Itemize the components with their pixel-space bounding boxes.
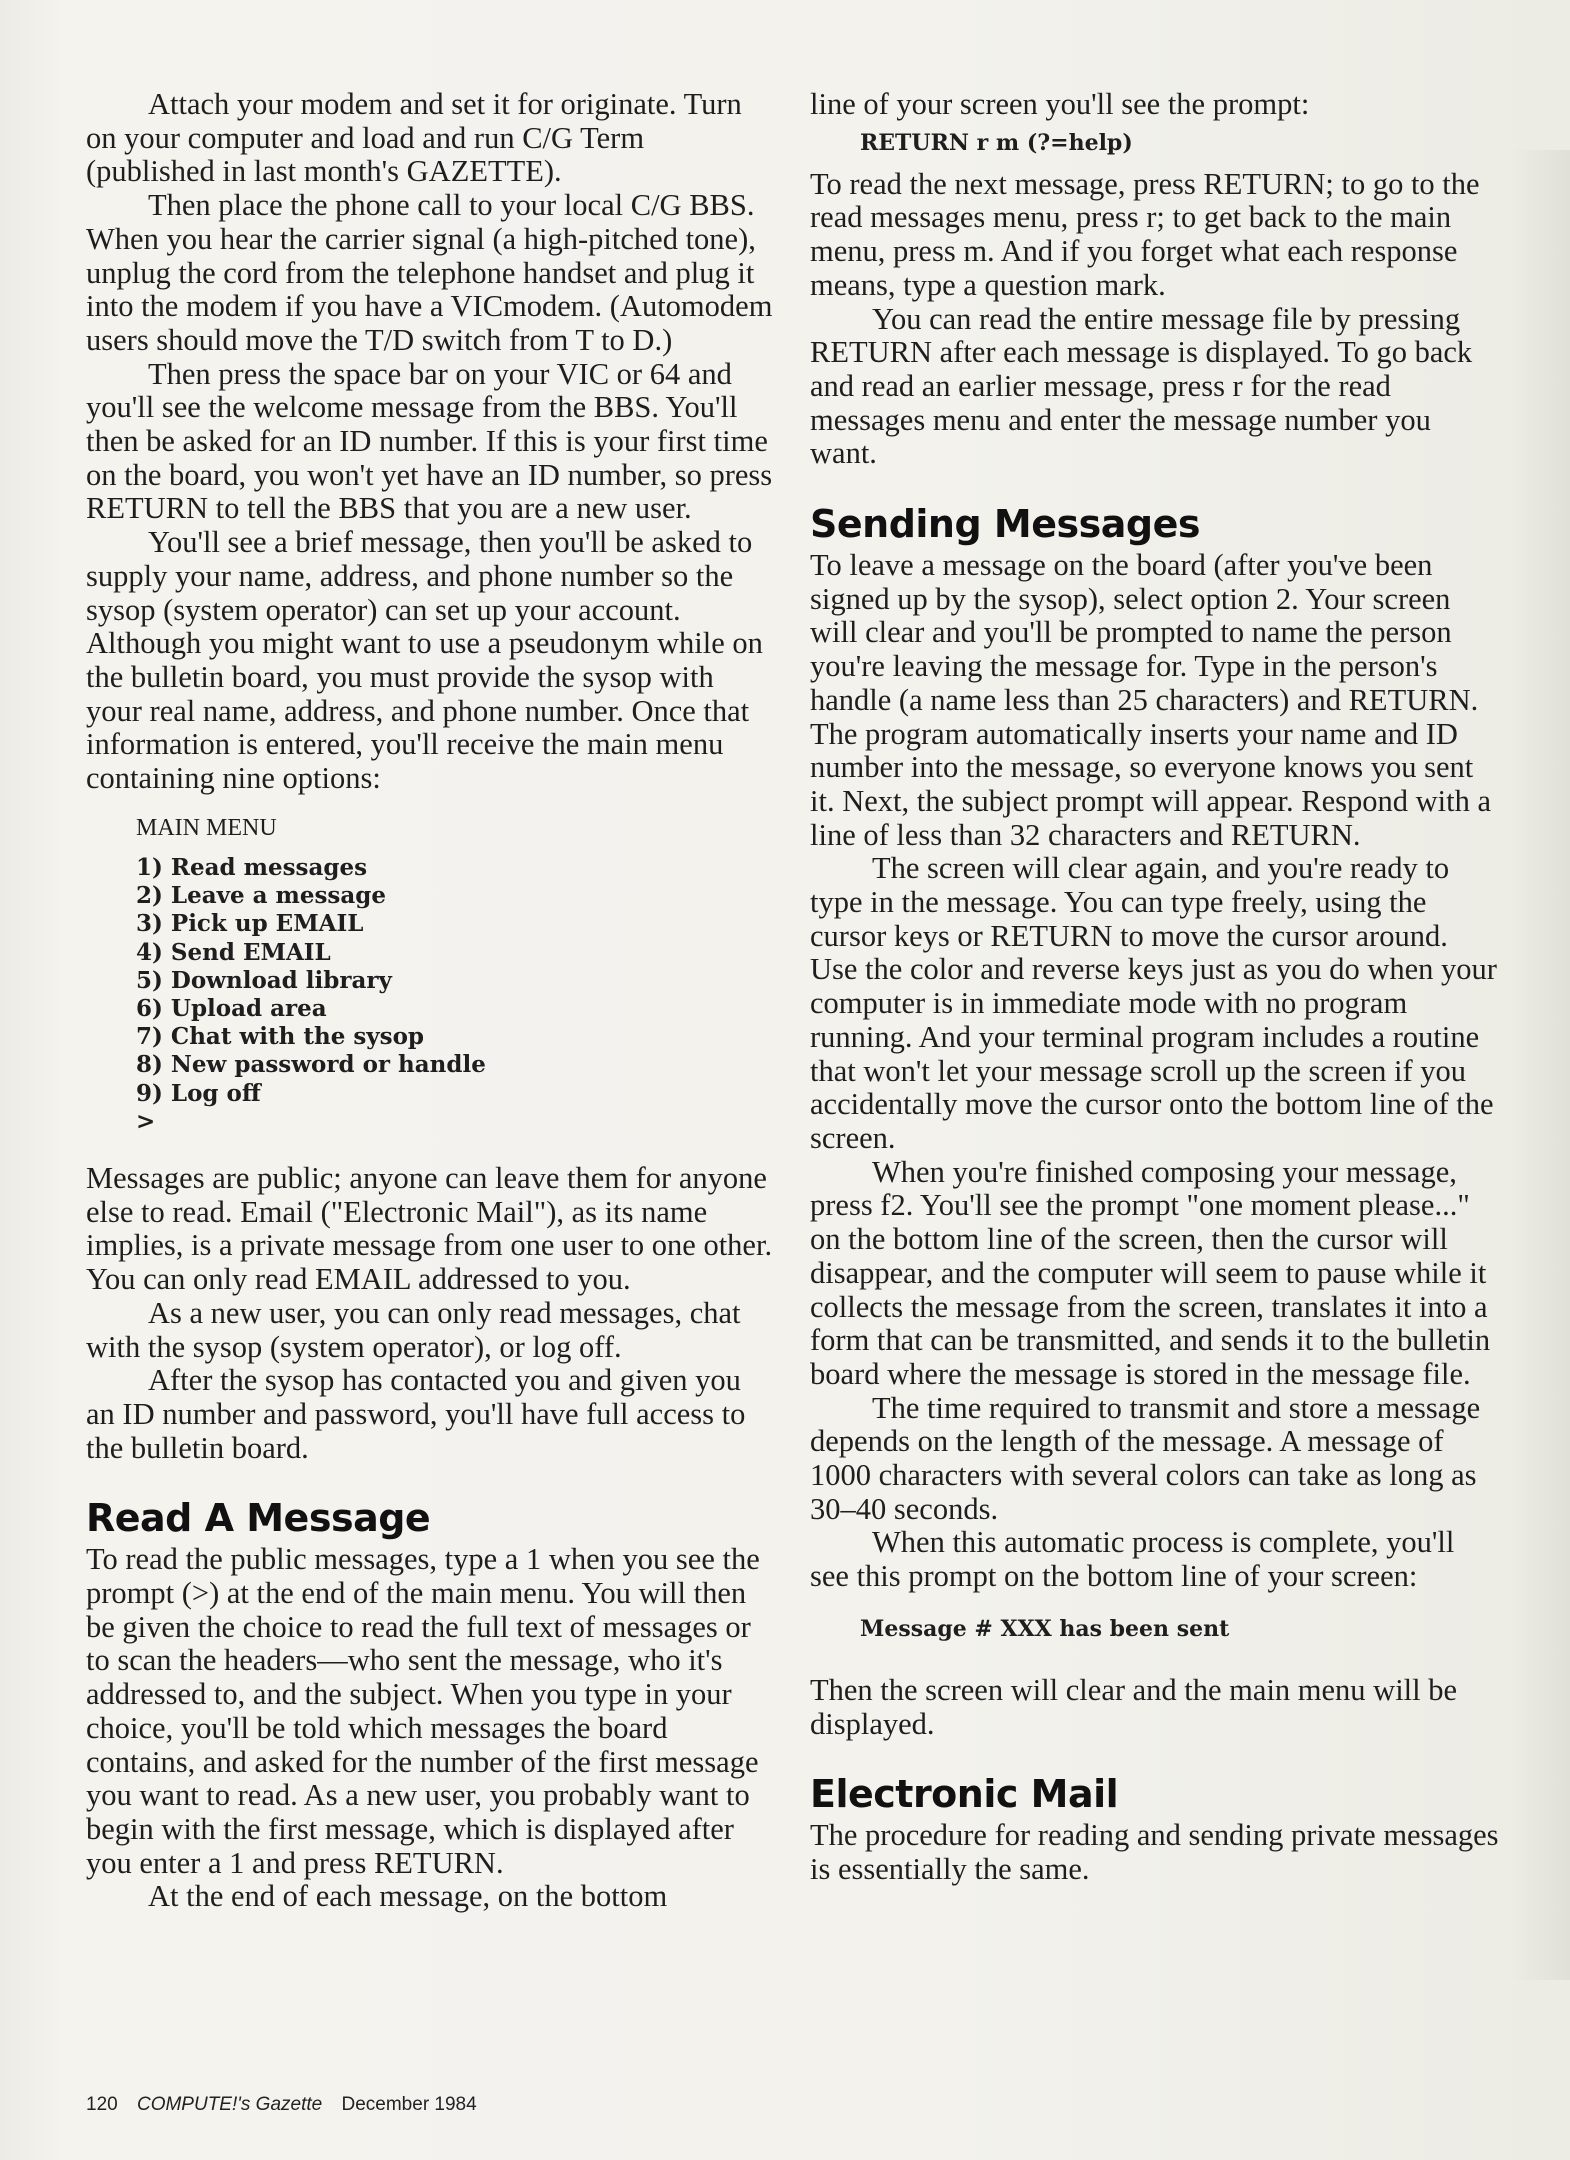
paragraph: Then place the phone call to your local C/G BBS. When you hear the carrier signal (a high-pitched tone), unplug the cord from the telephone handset and plug it into the modem if you have a VICmodem. (Automodem users should move the T/D switch from T to D.): [86, 188, 773, 357]
paragraph: You'll see a brief message, then you'll be asked to supply your name, address, and phone number so the sysop (system operator) can set up your account. Although you might want to use a pseudonym while on the bulletin board, you must provide the sysop with your real name, address, and phone number. Once that information is entered, you'll receive the main menu containing nine options:: [86, 525, 763, 796]
paragraph: Then the screen will clear and the main menu will be displayed.: [810, 1672, 1458, 1741]
paragraph: line of your screen you'll see the prompt:: [810, 87, 1310, 121]
page-number: 120: [86, 2094, 118, 2115]
paragraph: Attach your modem and set it for originate. Turn on your computer and load and run C/G Term (published in last month's GAZETTE).: [86, 87, 742, 189]
paragraph: You can read the entire message file by pressing RETURN after each message is displayed. To go back and read an earlier message, press r for the read messages menu and enter the message number you want.: [810, 301, 1473, 471]
paragraph: To read the public messages, type a 1 when you see the prompt (>) at the end of the main menu. You will then be given the choice to read the full text of messages or to scan the headers—who sent the message, who it's addressed to, and the subject. When you type in your choice, you'll be told which messages the board contains, and asked for the number of the first message you want to read. As a new user, you probably want to begin with the first message, which is displayed after you enter a 1 and press RETURN.: [86, 1542, 760, 1880]
paragraph: When you're finished composing your message, press f2. You'll see the prompt "one moment please..." on the bottom line of the screen, then the cursor will disappear, and the computer will seem to pause while it collects the message from the screen, translates it into a form that can be transmitted, and sends it to the bulletin board where the message is stored in the message file.: [810, 1154, 1491, 1391]
main-menu-title: MAIN MENU: [136, 814, 277, 841]
paragraph: At the end of each message, on the bottom: [148, 1879, 668, 1914]
menu-item: 7) Chat with the sysop: [136, 1023, 425, 1051]
menu-item: 4) Send EMAIL: [136, 938, 331, 966]
left-column: [86, 88, 776, 1914]
issue-date: December 1984: [341, 2094, 477, 2115]
magazine-name: COMPUTE!'s Gazette: [136, 2094, 323, 2115]
main-menu-listing: [136, 814, 776, 1136]
paragraph: When this automatic process is complete, you'll see this prompt on the bottom line of your screen:: [810, 1525, 1455, 1594]
paragraph: The screen will clear again, and you're ready to type in the message. You can type freely, using the cursor keys or RETURN to move the cursor around. Use the color and reverse keys just as you do when your computer is in immediate mode with no program running. And your terminal program includes a routine that won't let your message scroll up the screen if you accidentally move the cursor onto the bottom line of the screen.: [810, 851, 1497, 1155]
menu-item: 6) Upload area: [136, 994, 327, 1022]
heading-electronic-mail: Electronic Mail: [810, 1772, 1119, 1817]
paragraph: As a new user, you can only read messages, chat with the sysop (system operator), or log off.: [86, 1295, 741, 1364]
menu-item: 8) New password or handle: [136, 1051, 486, 1079]
paragraph: Then press the space bar on your VIC or 64 and you'll see the welcome message from the BBS. You'll then be asked for an ID number. If this is your first time on the board, you won't yet have an ID number, so press RETURN to tell the BBS that you are a new user.: [86, 356, 773, 526]
page-edge-shadow: [1510, 150, 1570, 1980]
menu-prompt: >: [136, 1107, 156, 1135]
page-footer: [86, 2094, 491, 2116]
menu-item: 9) Log off: [136, 1079, 261, 1107]
heading-sending-messages: Sending Messages: [810, 502, 1200, 547]
heading-read-a-message: Read A Message: [86, 1496, 431, 1541]
menu-item: 5) Download library: [136, 966, 392, 994]
code-prompt: RETURN r m (?=help): [860, 129, 1133, 156]
paragraph: After the sysop has contacted you and given you an ID number and password, you'll have full access to the bulletin board.: [86, 1363, 746, 1465]
menu-item: 3) Pick up EMAIL: [136, 910, 364, 938]
paragraph: The procedure for reading and sending private messages is essentially the same.: [810, 1818, 1499, 1886]
paragraph: To leave a message on the board (after you've been signed up by the sysop), select option 2. Your screen will clear and you'll be prompted to name the person you're leaving the message for. Type in the person's handle (a name less than 25 characters) and RETURN. The program automatically inserts your name and ID number into the message, so everyone knows you sent it. Next, the subject prompt will appear. Respond with a line of less than 32 characters and RETURN.: [810, 548, 1492, 852]
paragraph: Messages are public; anyone can leave them for anyone else to read. Email ("Electronic Mail"), as its name implies, is a private message from one user to one other. You can only read EMAIL addressed to you.: [86, 1161, 773, 1297]
right-column: [810, 88, 1500, 1887]
code-prompt: Message # XXX has been sent: [860, 1615, 1230, 1642]
menu-item: 1) Read messages: [136, 853, 368, 881]
paragraph: The time required to transmit and store a message depends on the length of the message. A message of 1000 characters with several colors can take as long as 30–40 seconds.: [810, 1390, 1481, 1526]
paragraph: To read the next message, press RETURN; to go to the read messages menu, press r; to get back to the main menu, press m. And if you forget what each response means, type a question mark.: [810, 166, 1480, 302]
menu-item: 2) Leave a message: [136, 882, 387, 910]
